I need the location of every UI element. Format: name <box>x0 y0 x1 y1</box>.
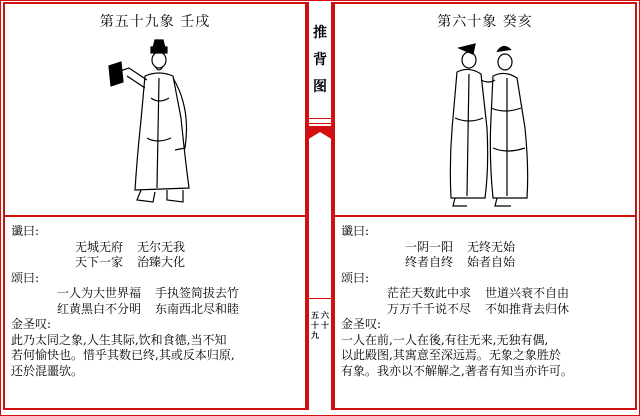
book-spine: 推 背 图 六 十 五 十 九 <box>307 2 333 410</box>
left-scholar-figure-illustration <box>101 38 211 210</box>
right-panel <box>333 2 637 410</box>
spine-rule-3 <box>307 298 333 299</box>
left-comment-line-1: 此乃太同之象,人生其际,饮和食德,当不知 <box>11 332 227 347</box>
left-chen-line-1: 无城无府 无尔无我 <box>75 239 186 254</box>
right-song-line-2: 万万千千说不尽 不如推背去归休 <box>387 301 570 316</box>
left-divider <box>5 215 305 217</box>
left-song-label: 颂曰: <box>11 270 40 285</box>
left-chen-line-2: 天下一家 治臻大化 <box>75 255 186 269</box>
right-two-figures-illustration <box>435 38 545 210</box>
right-comment-line-2: 以此殿图,其寓意至深远焉。无象之象胜於 <box>341 348 561 362</box>
right-chen-label: 谶曰: <box>341 224 370 238</box>
right-comment-line-1: 一人在前,一人在後,有往无来,无独有偶, <box>341 332 549 347</box>
spine-rule-1 <box>307 118 333 119</box>
right-title: 第六十象 癸亥 <box>437 14 533 30</box>
right-chen-line-2: 终者自终 始者自始 <box>405 255 516 269</box>
left-comment-line-2: 若何愉快也。惜乎其数已终,其或反本归原, <box>11 348 235 362</box>
right-comment-label: 金圣叹: <box>341 317 382 331</box>
right-chen-line-1: 一阴一阳 无终无始 <box>405 239 516 254</box>
right-divider <box>335 215 635 217</box>
spine-rule-2 <box>307 123 333 124</box>
left-panel <box>3 2 307 410</box>
left-chen-label: 谶曰: <box>11 224 40 238</box>
left-comment-line-3: 还於混噩欤。 <box>11 363 84 378</box>
fishtail-marker-icon <box>307 126 333 142</box>
left-text-block <box>11 224 301 379</box>
right-text-block <box>341 224 631 379</box>
spine-title: 推 背 图 <box>313 25 327 95</box>
left-song-line-2: 红黄黑白不分明 东南西北尽和睦 <box>57 301 240 316</box>
left-comment-label: 金圣叹: <box>11 317 52 331</box>
left-song-line-1: 一人为大世界福 手执签简拔去竹 <box>57 286 240 300</box>
right-song-label: 颂曰: <box>341 270 370 285</box>
right-song-line-1: 茫茫天数此中求 世道兴衰不自由 <box>387 286 570 300</box>
right-comment-line-3: 有象。我亦以不解解之,著者有知当亦许可。 <box>341 363 573 378</box>
left-title: 第五十九象 壬戌 <box>99 14 211 30</box>
